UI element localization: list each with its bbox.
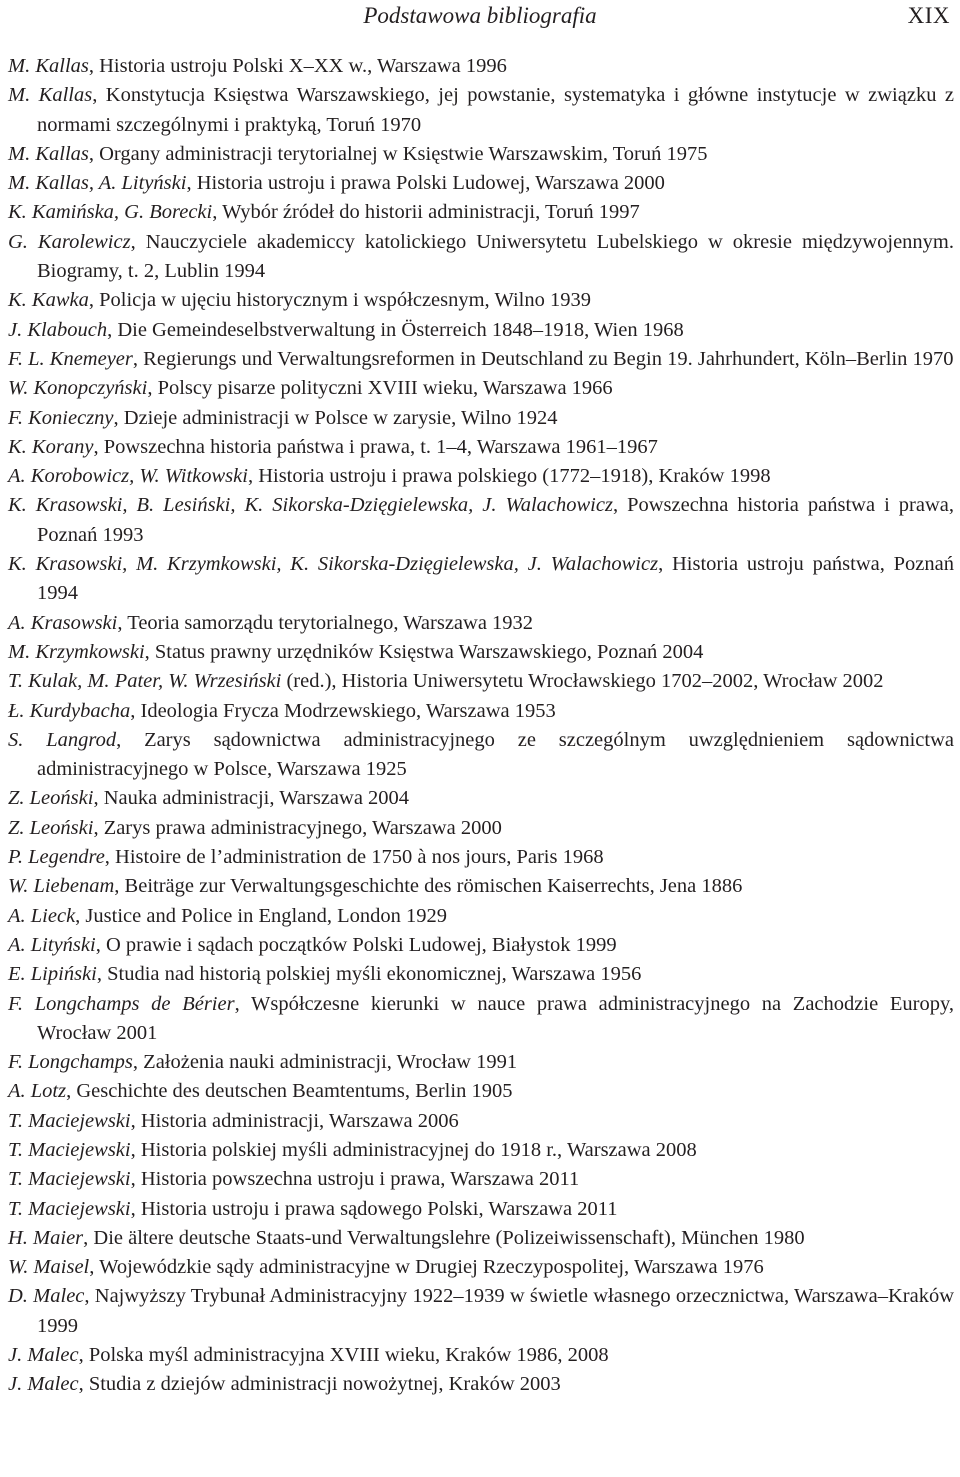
entry-author: T. Maciejewski: [8, 1168, 131, 1191]
entry-author: Z. Leoński: [8, 816, 94, 839]
entry-title: , Historia ustroju Polski X–XX w., Warszawa 1996: [88, 55, 507, 77]
bibliography-entry: [8, 462, 954, 491]
bibliography-entry: [8, 931, 954, 960]
bibliography-entry: [8, 784, 954, 813]
bibliography-entry: [8, 697, 954, 726]
entry-title: , Organy administracji terytorialnej w Księstwie Warszawskim, Toruń 1975: [88, 142, 708, 165]
bibliography-entry: [8, 374, 954, 403]
entry-author: A. Krasowski: [8, 611, 118, 634]
entry-author: A. Lieck: [8, 904, 76, 927]
bibliography-entry: [8, 726, 954, 785]
entry-author: K. Krasowski, M. Krzymkowski, K. Sikorska-Dzięgielewska, J. Walachowicz: [8, 553, 659, 576]
bibliography-entry: [8, 609, 954, 638]
bibliography-entry: [8, 902, 954, 931]
bibliography-entry: [8, 198, 954, 227]
entry-author: Z. Leoński: [8, 787, 94, 810]
entry-author: M. Krzymkowski: [8, 640, 145, 663]
entry-author: T. Maciejewski: [8, 1138, 131, 1161]
entry-author: M. Kallas: [8, 142, 89, 165]
bibliography-entry: [8, 1195, 954, 1224]
entry-author: J. Malec: [8, 1344, 79, 1367]
entry-title: , Policja w ujęciu historycznym i współczesnym, Wilno 1939: [88, 289, 591, 312]
bibliography-entry: [8, 1048, 954, 1077]
entry-title: , Studia nad historią polskiej myśli ekonomicznej, Warszawa 1956: [96, 963, 642, 986]
entry-title: , Justice and Police in England, London 1929: [75, 904, 447, 927]
entry-author: T. Kulak, M. Pater, W. Wrzesiński: [8, 670, 282, 693]
entry-title: , Die Gemeindeselbstverwaltung in Österreich 1848–1918, Wien 1968: [107, 318, 684, 341]
bibliography-entry: [8, 1282, 954, 1341]
page-number: XIX: [907, 3, 950, 28]
entry-author: T. Maciejewski: [8, 1197, 131, 1220]
bibliography-entry: [8, 169, 954, 198]
bibliography-entry: [8, 814, 954, 843]
bibliography-entry: [8, 1077, 954, 1106]
bibliography-entry: [8, 404, 954, 433]
entry-title: , Wybór źródeł do historii administracji, Toruń 1997: [212, 201, 640, 224]
entry-title: , Historia powszechna ustroju i prawa, Warszawa 2011: [130, 1168, 580, 1191]
bibliography-entry: [8, 990, 954, 1049]
entry-author: W. Liebenam: [8, 875, 115, 898]
entry-title: , Zarys prawa administracyjnego, Warszawa 2000: [93, 816, 502, 839]
entry-author: M. Kallas: [8, 84, 93, 107]
bibliography-entry: [8, 52, 954, 81]
bibliography-entry: [8, 1165, 954, 1194]
entry-author: P. Legendre: [8, 846, 105, 869]
bibliography-entry: [8, 1136, 954, 1165]
entry-author: G. Karolewicz: [8, 230, 131, 253]
entry-title: , Najwyższy Trybunał Administracyjny 1922–1939 w świetle własnego orzecznictwa, Warszawa–Kraków 1999: [37, 1285, 954, 1337]
entry-title: , Nauczyciele akademiccy katolickiego Uniwersytetu Lubelskiego w okresie międzywojennym. Biogramy, t. 2, Lublin 1994: [37, 230, 954, 283]
bibliography-entry: [8, 843, 954, 872]
entry-title: , Beiträge zur Verwaltungsgeschichte des römischen Kaiserrechts, Jena 1886: [114, 875, 743, 898]
bibliography-entry: [8, 550, 954, 609]
bibliography-entry: [8, 433, 954, 462]
entry-title: , Zarys sądownictwa administracyjnego ze szczególnym uwzględnieniem sądownictwa administracyjnego w Polsce, Warszawa 1925: [37, 728, 954, 781]
entry-author: F. L. Knemeyer: [8, 347, 133, 370]
bibliography-list: [8, 52, 954, 1400]
bibliography-entry: [8, 872, 954, 901]
entry-author: F. Longchamps: [8, 1051, 133, 1074]
entry-title: , Wojewódzkie sądy administracyjne w Drugiej Rzeczypospolitej, Warszawa 1976: [89, 1256, 764, 1279]
bibliography-entry: [8, 667, 954, 696]
bibliography-entry: [8, 81, 954, 140]
entry-title: , Nauka administracji, Warszawa 2004: [93, 787, 410, 810]
entry-title: (red.), Historia Uniwersytetu Wrocławskiego 1702–2002, Wrocław 2002: [281, 670, 884, 693]
entry-title: , Teoria samorządu terytorialnego, Warszawa 1932: [117, 611, 534, 634]
entry-title: , Historia administracji, Warszawa 2006: [130, 1109, 459, 1132]
entry-title: , O prawie i sądach początków Polski Ludowej, Białystok 1999: [95, 933, 617, 956]
entry-title: , Status prawny urzędników Księstwa Warszawskiego, Poznań 2004: [144, 640, 704, 663]
bibliography-entry: [8, 1341, 954, 1370]
entry-author: H. Maier: [8, 1226, 84, 1249]
entry-title: , Historia ustroju i prawa sądowego Polski, Warszawa 2011: [130, 1197, 618, 1220]
entry-author: K. Korany: [8, 435, 94, 458]
entry-title: , Studia z dziejów administracji nowożytnej, Kraków 2003: [78, 1373, 561, 1396]
bibliography-entry: [8, 960, 954, 989]
entry-author: W. Konopczyński: [8, 377, 148, 400]
entry-author: M. Kallas: [8, 55, 89, 77]
entry-title: , Założenia nauki administracji, Wrocław 1991: [132, 1051, 518, 1074]
entry-title: , Histoire de l’administration de 1750 à nos jours, Paris 1968: [104, 846, 604, 869]
entry-title: , Polska myśl administracyjna XVIII wieku, Kraków 1986, 2008: [78, 1344, 609, 1367]
bibliography-entry: [8, 1370, 954, 1399]
entry-title: , Historia ustroju i prawa Polski Ludowej, Warszawa 2000: [186, 172, 665, 195]
entry-author: K. Krasowski, B. Lesiński, K. Sikorska-Dzięgielewska, J. Walachowicz: [8, 494, 613, 517]
entry-author: K. Kawka: [8, 289, 89, 312]
entry-author: E. Lipiński: [8, 963, 97, 986]
entry-author: F. Konieczny: [8, 406, 114, 429]
bibliography-entry: [8, 638, 954, 667]
entry-title: , Regierungs und Verwaltungsreformen in Deutschland zu Begin 19. Jahrhundert, Köln–Berlin 1970: [132, 347, 954, 370]
entry-author: A. Korobowicz, W. Witkowski: [8, 465, 248, 488]
entry-author: A. Lotz: [8, 1080, 67, 1103]
entry-author: W. Maisel: [8, 1256, 90, 1279]
entry-title: , Współczesne kierunki w nauce prawa administracyjnego na Zachodzie Europy, Wrocław 2001: [37, 992, 954, 1044]
entry-author: T. Maciejewski: [8, 1109, 131, 1132]
entry-title: , Historia ustroju i prawa polskiego (1772–1918), Kraków 1998: [247, 465, 771, 488]
entry-title: , Konstytucja Księstwa Warszawskiego, jej powstanie, systematyka i główne instytucje w związku z normami szczególnymi i praktyką, Toruń 1970: [37, 84, 955, 136]
entry-title: , Dzieje administracji w Polsce w zarysie, Wilno 1924: [113, 406, 558, 429]
entry-title: , Historia ustroju państwa, Poznań 1994: [37, 553, 955, 605]
entry-author: A. Lityński: [8, 933, 96, 956]
running-head: Podstawowa bibliografia: [363, 3, 597, 28]
page-header: [0, 0, 960, 40]
entry-title: , Powszechna historia państwa i prawa, t. 1–4, Warszawa 1961–1967: [93, 435, 658, 458]
bibliography-entry: [8, 1107, 954, 1136]
entry-title: , Ideologia Frycza Modrzewskiego, Warszawa 1953: [130, 699, 556, 722]
entry-author: Ł. Kurdybacha: [8, 699, 131, 722]
bibliography-entry: [8, 1224, 954, 1253]
entry-author: F. Longchamps de Bérier: [8, 992, 235, 1015]
entry-author: J. Klabouch: [8, 318, 108, 341]
entry-author: D. Malec: [8, 1285, 85, 1308]
bibliography-entry: [8, 228, 954, 287]
bibliography-entry: [8, 491, 954, 550]
entry-title: , Polscy pisarze polityczni XVIII wieku, Warszawa 1966: [147, 377, 613, 400]
entry-author: K. Kamińska, G. Borecki: [8, 201, 213, 224]
entry-title: , Geschichte des deutschen Beamtentums, Berlin 1905: [66, 1080, 513, 1103]
bibliography-entry: [8, 345, 954, 374]
entry-title: , Die ältere deutsche Staats-und Verwaltungslehre (Polizeiwissenschaft), München 1980: [83, 1226, 805, 1249]
entry-title: , Historia polskiej myśli administracyjnej do 1918 r., Warszawa 2008: [130, 1138, 697, 1161]
entry-author: J. Malec: [8, 1373, 79, 1396]
bibliography-entry: [8, 1253, 954, 1282]
bibliography-entry: [8, 316, 954, 345]
entry-title: , Powszechna historia państwa i prawa, Poznań 1993: [37, 494, 954, 546]
bibliography-entry: [8, 140, 954, 169]
entry-author: M. Kallas, A. Lityński: [8, 172, 187, 195]
bibliography-entry: [8, 286, 954, 315]
entry-author: S. Langrod: [8, 728, 117, 751]
